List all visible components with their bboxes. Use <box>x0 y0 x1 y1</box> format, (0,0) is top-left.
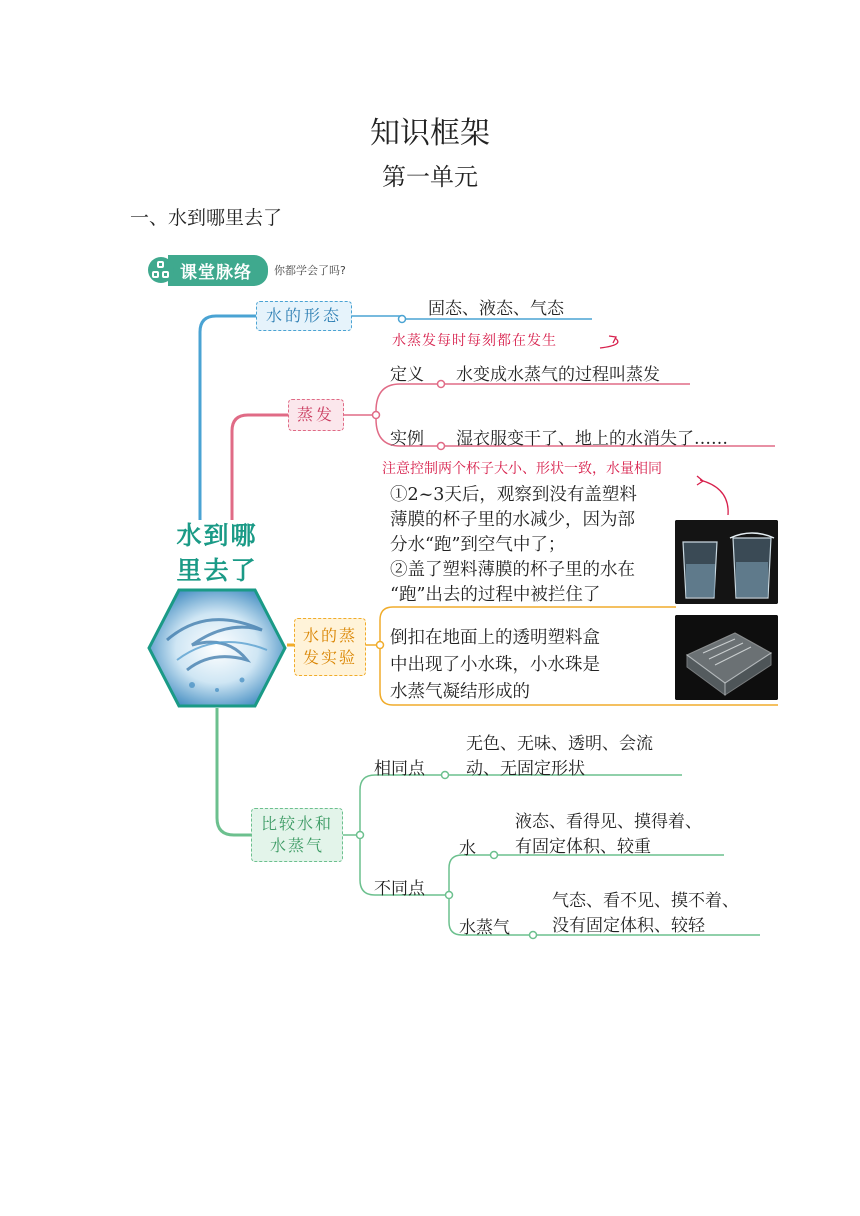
vapor-label: 水蒸气 <box>459 918 510 938</box>
definition-label: 定义 <box>390 365 424 385</box>
result-cups-line: ②盖了塑料薄膜的杯子里的水在 <box>390 560 635 580</box>
node-experiment-line1: 水的蒸 <box>302 626 357 646</box>
definition-text: 水变成水蒸气的过程叫蒸发 <box>456 365 660 385</box>
water-label: 水 <box>459 839 476 859</box>
node-compare-line2: 水蒸气 <box>269 836 324 855</box>
two-cups-photo <box>675 520 778 604</box>
result-cups-line: ①2~3天后，观察到没有盖塑料 <box>390 485 637 505</box>
result-box-line: 水蒸气凝结形成的 <box>390 682 530 702</box>
result-cups-line: “跑”出去的过程中被拦住了 <box>390 585 601 605</box>
result-cups-line: 薄膜的杯子里的水减少，因为部 <box>390 510 635 530</box>
same-label: 相同点 <box>374 759 425 779</box>
vapor-text-line1: 气态、看不见、摸不着、 <box>552 891 739 911</box>
same-text-line2: 动、无固定形状 <box>466 759 585 779</box>
section-heading: 一、水到哪里去了 <box>130 207 283 229</box>
result-box-line: 倒扣在地面上的透明塑料盒 <box>390 628 600 648</box>
result-box-line: 中出现了小水珠，小水珠是 <box>390 655 600 675</box>
page-subtitle: 第一单元 <box>382 163 478 191</box>
result-cups-line: 分水“跑”到空气中了； <box>390 535 566 555</box>
same-text-line1: 无色、无味、透明、会流 <box>466 734 653 754</box>
page-title: 知识框架 <box>370 116 490 151</box>
experiment-result-cups <box>390 483 680 608</box>
brand-label: 课堂脉络 <box>168 255 268 286</box>
experiment-note: 注意控制两个杯子大小、形状一致，水量相同 <box>382 461 662 477</box>
forms-content: 固态、液态、气态 <box>428 299 564 319</box>
example-text: 湿衣服变干了、地上的水消失了…… <box>456 429 728 449</box>
example-label: 实例 <box>390 429 424 449</box>
node-water-forms: 水的形态 <box>256 301 352 331</box>
plastic-box-photo <box>675 615 778 700</box>
node-compare-line1: 比较水和 <box>260 814 333 834</box>
water-text-line2: 有固定体积、较重 <box>515 837 651 857</box>
evaporation-note: 水蒸发每时每刻都在发生 <box>392 333 557 349</box>
node-compare <box>251 808 343 862</box>
node-evaporation: 蒸发 <box>288 399 344 431</box>
experiment-result-box <box>390 625 670 706</box>
diff-label: 不同点 <box>374 879 425 899</box>
center-topic-line2: 里去了 <box>176 556 258 585</box>
node-experiment-line2: 发实验 <box>302 648 357 667</box>
center-topic-line1: 水到哪 <box>176 521 258 550</box>
node-evaporation-experiment <box>294 618 366 676</box>
center-topic <box>150 518 284 588</box>
brand-tagline: 你都学会了吗? <box>274 264 346 277</box>
water-text-line1: 液态、看得见、摸得着、 <box>515 812 702 832</box>
vapor-text-line2: 没有固定体积、较轻 <box>552 916 705 936</box>
